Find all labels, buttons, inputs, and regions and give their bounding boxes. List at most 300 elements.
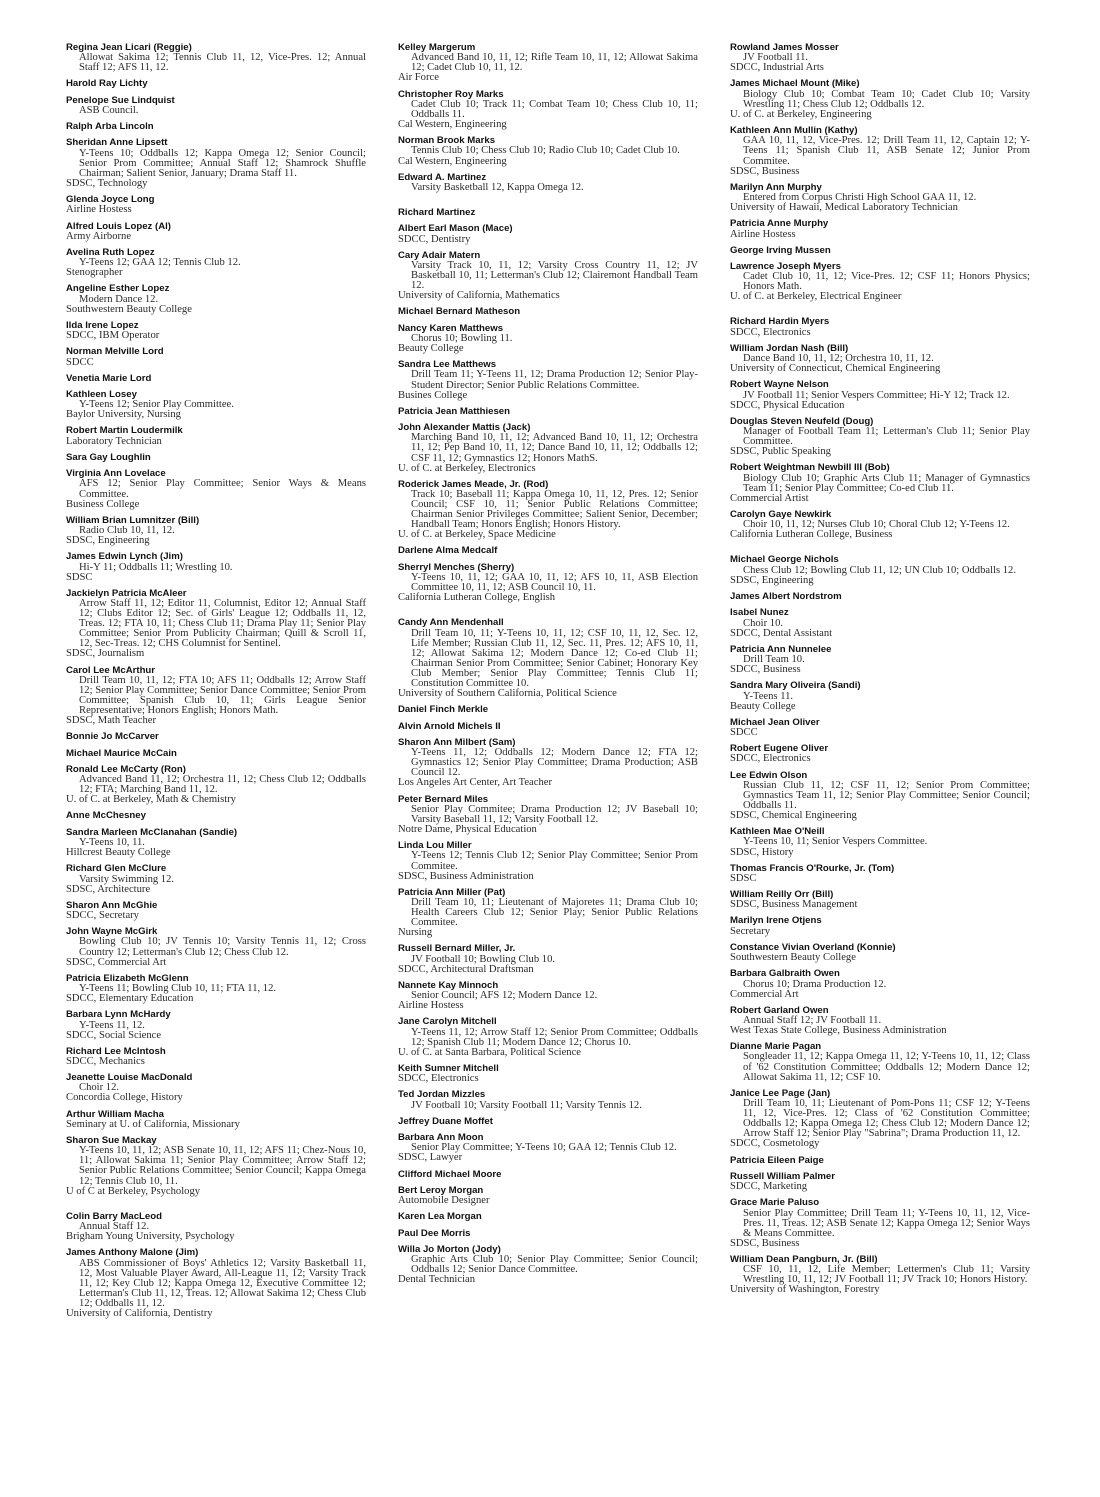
senior-name: William Dean Pangburn, Jr. (Bill) (730, 1253, 878, 1265)
senior-activities: Y-Teens 10, 11; Senior Vespers Committee. (743, 836, 928, 848)
senior-entry (398, 721, 698, 732)
senior-activities: Choir 10, 11, 12; Nurses Club 10; Choral Club 12; Y-Teens 12. (743, 519, 1010, 531)
senior-entry (730, 743, 1030, 764)
senior-future-plans: SDSC, Business Management (730, 899, 858, 911)
senior-name: Clifford Michael Moore (398, 1168, 502, 1180)
senior-name: James Michael Mount (Mike) (730, 78, 860, 90)
senior-future-plans: California Lutheran College, English (398, 592, 556, 604)
senior-entry (730, 261, 1030, 303)
senior-name: Angeline Esther Lopez (66, 283, 170, 295)
senior-name: Lee Edwin Olson (730, 769, 808, 781)
senior-activities: Y-Teens 10, 11, 12; ASB Senate 10, 11, 12; AFS 11; Chez-Nous 10, 11; Allowat Sakima 11; Senior Play Committee; Arrow Staff 12; Senior Public Relations Committee; Senior Council; Kappa Omega 12; Tennis Club 10, 11. (79, 1145, 366, 1187)
senior-activities: Drill Team 10, 11; Lieutenant of Majoretes 11; Drama Club 10; Health Careers Club 12; Senior Play; Senior Public Relations Commitee. (411, 897, 698, 929)
senior-future-plans: Concordia College, History (66, 1092, 183, 1104)
senior-activities: Senior Play Committee; Drill Team 11; Y-Teens 10, 11, 12, Vice-Pres. 11, Treas. 12; ASB Senate 12; Kappa Omega 12; Senior Ways & Means Committee. (743, 1207, 1030, 1239)
senior-name: Barbara Ann Moon (398, 1132, 484, 1144)
senior-activities: Bowling Club 10; JV Tennis 10; Varsity Tennis 11, 12; Cross Country 12; Letterman's Club 12; Chess Club 12. (79, 936, 366, 958)
senior-future-plans: SDCC, IBM Operator (66, 330, 160, 342)
senior-entry (66, 1109, 366, 1130)
senior-future-plans: Secretary (730, 925, 770, 937)
senior-entry (398, 562, 698, 604)
senior-name: Willa Jo Morton (Jody) (398, 1243, 501, 1255)
senior-activities: Dance Band 10, 11, 12; Orchestra 10, 11, 12. (743, 353, 934, 365)
senior-name: Michael Bernard Matheson (398, 306, 521, 318)
senior-activities: Drill Team 10, 11, 12; FTA 10; AFS 11; Oddballs 12; Arrow Staff 12; Senior Play Committee; Senior Dance Committee; Senior Prom Committee; Spanish Club 10, 11; Girls League Senior Representative; Honors English; Honors Math. (79, 674, 366, 717)
senior-name: Karen Lea Morgan (398, 1211, 482, 1223)
senior-entry (398, 1116, 698, 1127)
senior-activities: Choir 12. (79, 1082, 120, 1094)
senior-future-plans: University of California, Dentistry (66, 1307, 213, 1319)
senior-entry (730, 182, 1030, 213)
senior-future-plans: SDCC, Electronics (730, 753, 811, 765)
senior-name: Keith Sumner Mitchell (398, 1062, 499, 1074)
senior-name: Lawrence Joseph Myers (730, 260, 841, 272)
senior-future-plans: Notre Dame, Physical Education (398, 824, 537, 836)
senior-future-plans: Commercial Artist (730, 492, 809, 504)
senior-future-plans: California Lutheran College, Business (730, 529, 893, 541)
senior-name: James Edwin Lynch (Jim) (66, 551, 183, 563)
senior-name: Richard Lee McIntosh (66, 1045, 166, 1057)
senior-future-plans: Busines College (398, 389, 468, 401)
senior-entry (398, 840, 698, 882)
senior-entry (66, 515, 366, 546)
senior-future-plans: SDCC, Cosmetology (730, 1138, 820, 1150)
senior-entry (730, 416, 1030, 458)
senior-name: Marilyn Ann Murphy (730, 181, 822, 193)
senior-activities: Varsity Track 10, 11, 12; Varsity Cross Country 11, 12; JV Basketball 10, 11; Letterman's Club 12; Clairemont Handball Team 12. (411, 260, 698, 292)
senior-entry (398, 479, 698, 541)
senior-name: John Wayne McGirk (66, 926, 158, 938)
senior-activities: Tennis Club 10; Chess Club 10; Radio Club 10; Cadet Club 10. (411, 145, 680, 157)
senior-name: Michael George Nichols (730, 554, 839, 566)
senior-future-plans: SDCC, Mechanics (66, 1055, 145, 1067)
senior-future-plans: U. of C. at Berkeley, Engineering (730, 108, 872, 120)
senior-entry (66, 863, 366, 894)
senior-future-plans: SDSC, Business Administration (398, 870, 534, 882)
senior-name: Jeffrey Duane Moffet (398, 1115, 493, 1127)
senior-entry (398, 737, 698, 789)
senior-entry (66, 137, 366, 189)
senior-entry (66, 810, 366, 821)
senior-activities: Y-Teens 10, 11, 12; GAA 10, 11, 12; AFS 10, 11, ASB Election Committee 10, 11, 12; ASB Council 10, 11. (411, 572, 698, 594)
senior-entry (730, 125, 1030, 177)
senior-entry (398, 1016, 698, 1058)
senior-activities: Drill Team 10. (743, 654, 805, 666)
senior-name: Virginia Ann Lovelace (66, 468, 166, 480)
senior-activities: Russian Club 11, 12; CSF 11, 12; Senior Prom Committee; Gymnastics Team 11, 12; Senior Play Committee; Senior Council; Oddballs 11. (743, 779, 1030, 811)
senior-future-plans: SDSC, History (730, 846, 794, 858)
senior-name: Patricia Elizabeth McGlenn (66, 972, 189, 984)
senior-entry (398, 980, 698, 1011)
senior-name: Harold Ray Lichty (66, 78, 148, 90)
senior-name: Constance Vivian Overland (Konnie) (730, 941, 896, 953)
senior-activities: JV Football 11; Senior Vespers Committee; Hi-Y 12; Track 12. (743, 389, 1010, 401)
senior-name: Regina Jean Licari (Reggie) (66, 42, 192, 53)
senior-future-plans: SDCC, Elementary Education (66, 993, 194, 1005)
senior-name: Thomas Francis O'Rourke, Jr. (Tom) (730, 862, 895, 874)
senior-activities: Varsity Basketball 12, Kappa Omega 12. (411, 181, 584, 193)
senior-entry (66, 665, 366, 727)
senior-entry (66, 389, 366, 420)
senior-future-plans: SDSC, Public Speaking (730, 446, 831, 458)
senior-entry (398, 617, 698, 699)
senior-entry (730, 379, 1030, 410)
senior-future-plans: SDSC, Engineering (66, 535, 150, 547)
senior-future-plans: SDCC, Marketing (730, 1181, 808, 1193)
senior-activities: CSF 10, 11, 12, Life Member; Lettermen's Club 11; Varsity Wrestling 10, 11, 12; JV Football 11; JV Track 10; Honors History. (743, 1264, 1030, 1286)
senior-entry (730, 770, 1030, 822)
senior-name: Sharon Sue Mackay (66, 1134, 157, 1146)
senior-entry (66, 748, 366, 759)
senior-entry (730, 1155, 1030, 1166)
senior-future-plans: SDSC, Business (730, 165, 800, 177)
senior-entry (398, 1244, 698, 1286)
senior-name: Carol Lee McArthur (66, 664, 156, 676)
senior-future-plans: SDSC (66, 571, 93, 583)
senior-activities: Biology Club 10; Graphic Arts Club 11; Manager of Gymnastics Team 11; Senior Play Committee; Co-ed Club 11. (743, 472, 1030, 494)
senior-entry (730, 554, 1030, 585)
senior-entry (730, 889, 1030, 910)
senior-entry (730, 915, 1030, 936)
senior-activities: ABS Commissioner of Boys' Athletics 12; Varsity Basketball 11, 12, Most Valuable Player Award, All-League 11, 12; Varsity Track 11, 12; Key Club 12; Kappa Omega 12, Executive Committee 12; Letterman's Club 11, 12, Treas. 12; Allowat Sakima 12; Chess Club 12; Oddballs 11, 12. (79, 1257, 366, 1309)
senior-future-plans: Airline Hostess (66, 204, 132, 216)
senior-activities: JV Football 11. (743, 52, 809, 64)
senior-entry (66, 1211, 366, 1242)
senior-name: Richard Hardin Myers (730, 316, 830, 328)
senior-activities: Chess Club 12; Bowling Club 11, 12; UN Club 10; Oddballs 12. (743, 564, 1017, 576)
senior-entry (398, 406, 698, 417)
senior-entry (730, 863, 1030, 884)
senior-name: Sandra Mary Oliveira (Sandi) (730, 680, 861, 692)
senior-entry (398, 794, 698, 836)
senior-activities: Y-Teens 12; Senior Play Committee. (79, 399, 234, 411)
senior-activities: Biology Club 10; Combat Team 10; Cadet Club 10; Varsity Wrestling 11; Chess Club 12; Oddballs 12. (743, 88, 1030, 110)
senior-future-plans: Air Force (398, 72, 439, 84)
senior-entry (730, 1197, 1030, 1249)
senior-name: Kathleen Losey (66, 388, 137, 400)
senior-entry (66, 247, 366, 278)
senior-future-plans: SDSC, Architecture (66, 883, 151, 895)
senior-name: Albert Earl Mason (Mace) (398, 223, 513, 235)
senior-name: Colin Barry MacLeod (66, 1210, 162, 1222)
senior-entry (730, 607, 1030, 638)
senior-activities: Track 10; Baseball 11; Kappa Omega 10, 11, 12, Pres. 12; Senior Council; CSF 10, 11; Senior Public Relations Committee; Chairman Senior Privileges Committee; Salient Senior, December; Handball Team; Honors English; Honors History. (411, 489, 698, 531)
senior-activities: Choir 10. (743, 617, 784, 629)
senior-future-plans: Commercial Art (730, 988, 799, 1000)
senior-entry (66, 926, 366, 968)
senior-future-plans: University of Southern California, Political Science (398, 688, 617, 700)
senior-activities: JV Football 10; Bowling Club 10. (411, 953, 556, 965)
senior-future-plans: Army Airborne (66, 230, 132, 242)
senior-entry (730, 1041, 1030, 1083)
senior-entry (730, 968, 1030, 999)
senior-entry (730, 509, 1030, 540)
senior-entry (66, 1072, 366, 1103)
senior-name: Jackielyn Patricia McAleer (66, 587, 187, 599)
senior-entry (398, 1169, 698, 1180)
senior-entry (66, 42, 366, 73)
senior-activities: AFS 12; Senior Play Committee; Senior Ways & Means Committee. (79, 478, 366, 500)
senior-entry (66, 452, 366, 463)
senior-name: Avelina Ruth Lopez (66, 246, 155, 258)
senior-name: Russell William Palmer (730, 1170, 835, 1182)
senior-name: James Anthony Malone (Jim) (66, 1247, 199, 1259)
senior-activities: Hi-Y 11; Oddballs 11; Wrestling 10. (79, 561, 233, 573)
senior-entry (66, 121, 366, 132)
senior-entry (398, 359, 698, 401)
senior-entry (66, 731, 366, 742)
senior-entry (730, 942, 1030, 963)
senior-future-plans: Cal Western, Engineering (398, 155, 507, 167)
senior-activities: ASB Council. (79, 105, 139, 117)
senior-name: Sherryl Menches (Sherry) (398, 561, 515, 573)
senior-name: Sandra Marleen McClanahan (Sandie) (66, 826, 238, 838)
senior-future-plans: SDSC, Technology (66, 178, 148, 190)
senior-activities: Drill Team 10, 11; Y-Teens 10, 11, 12; CSF 10, 11, 12, Sec. 12, Life Member; Russian Club 11, 12, Sec. 11, Pres. 12; AFS 10, 11, 12; Allowat Sakima 12; Modern Dance 12; Co-ed Club 11; Chairman Senior Prom Committee; Senior Cabinet; Honorary Key Club Member; Senior Play Committee; Tennis Club 11; Constitution Committee 10. (411, 627, 698, 690)
senior-entry (398, 135, 698, 166)
senior-activities: Graphic Arts Club 10; Senior Play Committee; Senior Council; Oddballs 12; Senior Dance Committee. (411, 1254, 698, 1276)
senior-name: Bonnie Jo McCarver (66, 731, 159, 743)
senior-entry (66, 764, 366, 806)
senior-name: Richard Martinez (398, 207, 476, 219)
senior-entry (730, 680, 1030, 711)
senior-entry (398, 1228, 698, 1239)
senior-future-plans: Automobile Designer (398, 1195, 490, 1207)
senior-name: Ted Jordan Mizzles (398, 1089, 486, 1101)
senior-entry (730, 717, 1030, 738)
senior-entry (398, 545, 698, 556)
senior-entry (66, 95, 366, 116)
senior-name: Kelley Margerum (398, 42, 476, 53)
senior-activities: Senior Play Committee; Y-Teens 10; GAA 12; Tennis Club 12. (411, 1142, 677, 1154)
senior-future-plans: SDSC, Lawyer (398, 1152, 463, 1164)
senior-entry (398, 89, 698, 131)
senior-name: Ralph Arba Lincoln (66, 121, 154, 133)
senior-future-plans: SDCC, Business (730, 664, 801, 676)
senior-future-plans: Airline Hostess (398, 1000, 464, 1012)
senior-name: Richard Glen McClure (66, 863, 167, 875)
senior-activities: Advanced Band 11, 12; Orchestra 11, 12; Chess Club 12; Oddballs 12; FTA; Marching Band 11, 12. (79, 774, 366, 796)
senior-name: Nancy Karen Matthews (398, 322, 504, 334)
senior-name: Roderick James Meade, Jr. (Rod) (398, 478, 549, 490)
column-3 (730, 42, 1030, 1300)
senior-future-plans: SDCC, Electronics (730, 326, 811, 338)
senior-future-plans: Brigham Young University, Psychology (66, 1231, 235, 1243)
senior-name: Penelope Sue Lindquist (66, 94, 175, 106)
senior-name: Robert Garland Owen (730, 1004, 829, 1016)
senior-name: Michael Maurice McCain (66, 747, 177, 759)
senior-name: Ronald Lee McCarty (Ron) (66, 763, 186, 775)
senior-entry (66, 551, 366, 582)
senior-entry (730, 1254, 1030, 1296)
senior-entry (398, 1063, 698, 1084)
senior-entry (66, 973, 366, 1004)
senior-future-plans: SDSC, Business (730, 1237, 800, 1249)
senior-name: Kathleen Mae O'Neill (730, 826, 825, 838)
senior-name: Linda Lou Miller (398, 840, 472, 852)
senior-entry (398, 306, 698, 317)
senior-entry (66, 827, 366, 858)
senior-name: Sara Gay Loughlin (66, 451, 151, 463)
senior-name: Douglas Steven Neufeld (Doug) (730, 415, 874, 427)
senior-future-plans: SDCC, Social Science (66, 1029, 162, 1041)
senior-name: Edward A. Martinez (398, 171, 487, 183)
senior-name: William Brian Lumnitzer (Bill) (66, 514, 200, 526)
senior-name: Jane Carolyn Mitchell (398, 1016, 497, 1028)
senior-entry (66, 468, 366, 510)
senior-entry (66, 221, 366, 242)
senior-future-plans: West Texas State College, Business Administration (730, 1025, 947, 1037)
senior-name: Russell Bernard Miller, Jr. (398, 943, 516, 955)
senior-entry (730, 1005, 1030, 1036)
senior-future-plans: University of Hawaii, Medical Laboratory Technician (730, 202, 958, 214)
senior-activities: Y-Teens 11, 12; Oddballs 12; Modern Dance 12; FTA 12; Gymnastics 12; Senior Play Committee; Drama Production; ASB Council 12. (411, 747, 698, 779)
senior-future-plans: Southwestern Beauty College (730, 952, 856, 964)
senior-activities: Marching Band 10, 11, 12; Advanced Band 10, 11, 12; Orchestra 11, 12; Pep Band 10, 11, 12; Dance Band 10, 11, 12; Oddballs 12; CSF 11, 12; Gymnastics 12; Honors MathS. (411, 432, 698, 464)
senior-future-plans: Stenographer (66, 267, 123, 279)
senior-future-plans: SDCC, Dentistry (398, 233, 471, 245)
senior-future-plans: SDSC, Chemical Engineering (730, 810, 857, 822)
senior-entry (398, 1089, 698, 1110)
senior-name: Jeanette Louise MacDonald (66, 1072, 193, 1084)
senior-name: Daniel Finch Merkle (398, 704, 489, 716)
senior-entry (398, 422, 698, 474)
senior-future-plans: U of C at Berkeley, Psychology (66, 1185, 201, 1197)
senior-name: Sandra Lee Matthews (398, 359, 497, 371)
senior-entry (730, 1088, 1030, 1150)
senior-future-plans: SDCC, Secretary (66, 910, 139, 922)
senior-activities: Y-Teens 12; Tennis Club 12; Senior Play Committee; Senior Prom Commitee. (411, 850, 698, 872)
senior-name: Carolyn Gaye Newkirk (730, 509, 832, 520)
senior-name: Peter Bernard Miles (398, 793, 489, 805)
senior-name: William Jordan Nash (Bill) (730, 342, 849, 354)
senior-name: Patricia Eileen Paige (730, 1154, 824, 1166)
senior-activities: Chorus 10; Drama Production 12. (743, 978, 887, 990)
senior-entry (398, 943, 698, 974)
senior-entry (66, 1135, 366, 1197)
senior-name: William Reilly Orr (Bill) (730, 889, 834, 901)
senior-entry (730, 218, 1030, 239)
senior-name: Dianne Marie Pagan (730, 1041, 822, 1053)
senior-future-plans: Hillcrest Beauty College (66, 847, 171, 859)
senior-entry (66, 1046, 366, 1067)
senior-name: Rowland James Mosser (730, 42, 839, 53)
senior-name: Robert Martin Loudermilk (66, 425, 183, 437)
senior-activities: Songleader 11, 12; Kappa Omega 11, 12; Y-Teens 10, 11, 12; Class of '62 Constitution Committee; Oddballs 12; Modern Dance 12; Allowat Sakima 11, 12; CSF 10. (743, 1051, 1030, 1083)
senior-entry (66, 283, 366, 314)
senior-activities: Annual Staff 12. (79, 1221, 150, 1233)
senior-future-plans: Cal Western, Engineering (398, 119, 507, 131)
senior-name: Venetia Marie Lord (66, 372, 152, 384)
senior-entry (730, 462, 1030, 504)
senior-name: Patricia Jean Matthiesen (398, 405, 510, 417)
senior-future-plans: SDCC, Dental Assistant (730, 627, 833, 639)
senior-name: Christopher Roy Marks (398, 88, 504, 100)
senior-future-plans: Laboratory Technician (66, 435, 162, 447)
senior-activities: Allowat Sakima 12; Tennis Club 11, 12, Vice-Pres. 12; Annual Staff 12; AFS 11, 12. (79, 52, 366, 74)
senior-future-plans: SDCC (66, 356, 94, 368)
senior-name: Isabel Nunez (730, 607, 789, 619)
senior-entry (398, 1211, 698, 1222)
senior-future-plans: SDSC (730, 872, 757, 884)
senior-name: Nannete Kay Minnoch (398, 979, 499, 991)
senior-entry (66, 373, 366, 384)
senior-future-plans: U. of C. at Berkeley, Electrical Engineer (730, 291, 902, 303)
senior-activities: Drill Team 11; Y-Teens 11, 12; Drama Production 12; Senior Play-Student Director; Senior Public Relations Committee. (411, 369, 698, 391)
senior-entry (66, 900, 366, 921)
senior-entry (730, 1171, 1030, 1192)
senior-name: Patricia Ann Miller (Pat) (398, 886, 506, 898)
senior-name: Barbara Galbraith Owen (730, 968, 840, 980)
senior-name: Glenda Joyce Long (66, 194, 155, 206)
senior-entry (730, 316, 1030, 337)
senior-activities: Advanced Band 10, 11, 12; Rifle Team 10, 11, 12; Allowat Sakima 12; Cadet Club 10, 11, 12. (411, 52, 698, 74)
senior-future-plans: U. of C. at Santa Barbara, Political Science (398, 1046, 581, 1058)
senior-name: Cary Adair Matern (398, 249, 481, 261)
senior-activities: Entered from Corpus Christi High School GAA 11, 12. (743, 192, 977, 204)
senior-name: John Alexander Mattis (Jack) (398, 422, 531, 434)
senior-entry (398, 223, 698, 244)
senior-entry (398, 207, 698, 218)
senior-future-plans: Nursing (398, 927, 433, 939)
senior-name: Janice Lee Page (Jan) (730, 1087, 831, 1099)
senior-name: Darlene Alma Medcalf (398, 545, 498, 557)
senior-entry (398, 323, 698, 354)
column-2 (398, 42, 698, 1290)
senior-name: Ilda Irene Lopez (66, 319, 139, 331)
senior-name: Alfred Louis Lopez (Al) (66, 220, 171, 232)
senior-activities: Annual Staff 12; JV Football 11. (743, 1015, 882, 1026)
senior-activities: Drill Team 10, 11; Lieutenant of Pom-Pons 11; CSF 12; Y-Teens 11, 12, Vice-Pres. 12; Class of '62 Constitution Committee; Oddballs 12; Kappa Omega 12; Chess Club 12; Modern Dance 12; Arrow Staff 12; Senior Play "Sabrina"; Drama Production 11, 12. (743, 1098, 1030, 1140)
senior-activities: Senior Play Commitee; Drama Production 12; JV Baseball 10; Varsity Baseball 11, 12; Varsity Football 12. (411, 803, 698, 825)
senior-name: Anne McChesney (66, 810, 146, 822)
senior-activities: GAA 10, 11, 12, Vice-Pres. 12; Drill Team 11, 12, Captain 12; Y-Teens 11; Spanish Club 11, ASB Senate 12; Junior Prom Commitee. (743, 135, 1030, 167)
senior-future-plans: U. of C. at Berkeley, Electronics (398, 462, 536, 474)
senior-name: Kathleen Ann Mullin (Kathy) (730, 125, 858, 137)
senior-entry (398, 1132, 698, 1163)
senior-activities: Y-Teens 10, 11. (79, 837, 145, 849)
senior-name: Sheridan Anne Lipsett (66, 137, 168, 149)
senior-activities: Cadet Club 10; Track 11; Combat Team 10; Chess Club 10, 11; Oddballs 11. (411, 98, 698, 120)
senior-activities: Modern Dance 12. (79, 293, 159, 305)
senior-future-plans: Southwestern Beauty College (66, 303, 192, 315)
senior-entry (66, 588, 366, 660)
senior-activities: Radio Club 10, 11, 12. (79, 525, 175, 537)
senior-activities: Y-Teens 11, 12; Arrow Staff 12; Senior Prom Committee; Oddballs 12; Spanish Club 11; Modern Dance 12; Chorus 10. (411, 1026, 698, 1048)
senior-name: Paul Dee Morris (398, 1227, 471, 1239)
senior-entry (66, 78, 366, 89)
senior-future-plans: SDCC (730, 727, 758, 739)
senior-activities: Cadet Club 10, 11, 12; Vice-Pres. 12; CSF 11; Honors Physics; Honors Math. (743, 271, 1030, 293)
senior-future-plans: Baylor University, Nursing (66, 409, 181, 421)
senior-name: Marilyn Irene Otjens (730, 915, 822, 927)
senior-name: Sharon Ann McGhie (66, 899, 158, 911)
senior-activities: JV Football 10; Varsity Football 11; Varsity Tennis 12. (411, 1099, 642, 1111)
senior-future-plans: U. of C. at Berkeley, Math & Chemistry (66, 794, 236, 806)
senior-activities: Y-Teens 11, 12. (79, 1019, 145, 1031)
column-1 (66, 42, 366, 1324)
senior-future-plans: SDCC, Electronics (398, 1073, 479, 1085)
senior-future-plans: SDCC, Industrial Arts (730, 62, 824, 74)
senior-name: Patricia Ann Nunnelee (730, 643, 832, 655)
senior-name: Sharon Ann Milbert (Sam) (398, 736, 516, 748)
senior-name: Robert Weightman Newbill III (Bob) (730, 462, 890, 474)
senior-entry (398, 172, 698, 193)
senior-future-plans: SDSC, Math Teacher (66, 715, 156, 727)
senior-name: Robert Wayne Nelson (730, 379, 829, 391)
senior-activities: Arrow Staff 11, 12; Editor 11, Columnist, Editor 12; Annual Staff 12; Clubs Editor 12; Sec. of Girls' League 12; Oddballs 11, 12, Treas. 12; FTA 10, 11; Chess Club 11; Drama Play 11; Senior Play Committee; Senior Prom Publicity Chairman; Quill & Scroll 11, 12, Sec-Treas. 12; CHS Columnist for Sentinel. (79, 597, 366, 650)
senior-entry (398, 1185, 698, 1206)
